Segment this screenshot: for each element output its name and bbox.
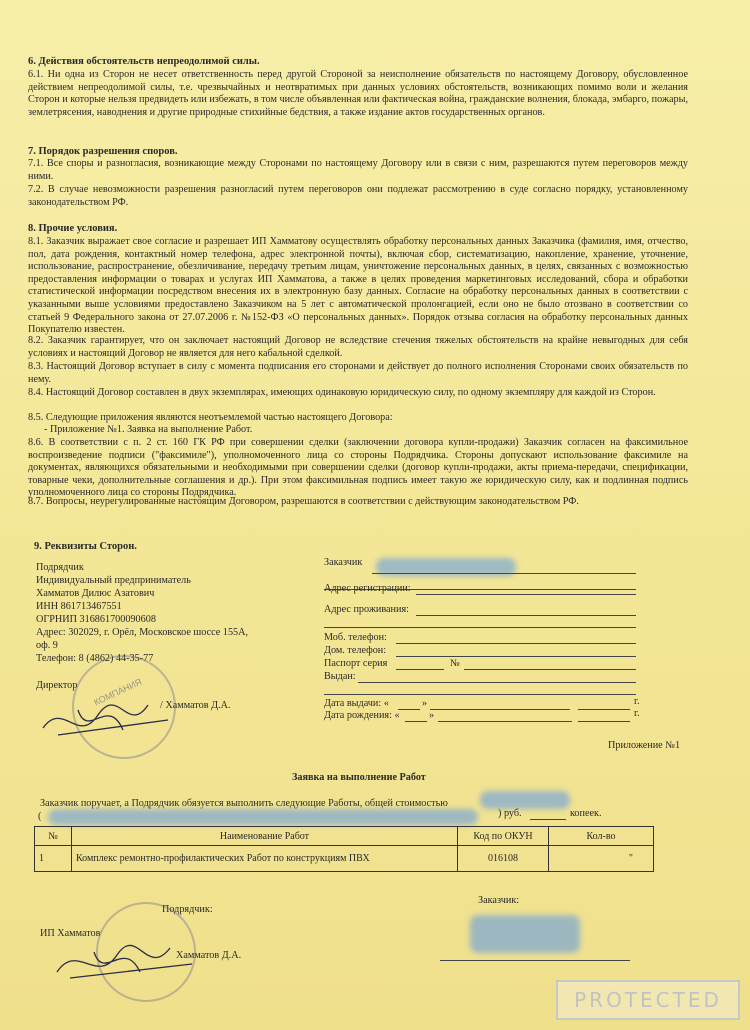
contractor-ogrnip: ОГРНИП 316861700090608 — [36, 614, 156, 625]
field-line — [396, 656, 636, 657]
section-8-1: 8.1. Заказчик выражает свое согласие и разрешает ИП Хамматову осуществлять обработку персональных данных Заказчика (фамилия, имя, отчество, пол, дата рождения, контактный номер телефона, адрес электронной почты), включая сбор, систематизацию, накопление, хранение, уточнение, использование, распространение, обезличивание, передачу третьим лицам, уничтожение персональных данных, в целях, связанных с возможностью предоставления информации о товарах и услугах ИП Хамматова, а также в целях проведения маркетинговых исследований, сбора и обработки статистической информации посредством внесения их в электронную базу данных. Согласие на обработку персональных данных в соответствии с указанными выше условиями предоставлено Заказчиком на 5 лет с автоматической пролонгацией, если оно не было отозвано в соответствии со статьей 9 Федерального закона от 27.07.2006 г. №152-ФЗ «О персональных данных». Порядок отзыва согласия на обработку персональных данных Покупателю известен. — [28, 236, 688, 336]
table-header-row — [35, 827, 654, 846]
section-9-title: 9. Реквизиты Сторон. — [34, 541, 137, 552]
contractor-name: Хамматов Дилюс Азатович — [36, 588, 155, 599]
contractor-address-line-1: Адрес: 302029, г. Орёл, Московское шоссе 155А, — [36, 627, 249, 638]
customer-birth-date-label: Дата рождения: « — [324, 710, 400, 721]
section-8-4: 8.4. Настоящий Договор составлен в двух экземплярах, имеющих одинаковую юридическую силу, по одному экземпляру для каждой из Сторон. — [28, 387, 656, 398]
contractor-role: Подрядчик — [36, 562, 84, 573]
issue-date-year-suffix: г. — [634, 696, 640, 707]
section-8-5-appendix: - Приложение №1. Заявка на выполнение Работ. — [44, 424, 253, 435]
redacted-amount-words — [48, 809, 478, 825]
appendix-title: Заявка на выполнение Работ — [292, 772, 426, 783]
appendix-signature — [52, 930, 202, 990]
section-8-7: 8.7. Вопросы, неурегулированные настоящим Договором, разрешаются в соответствии с действующим законодательством РФ. — [28, 496, 579, 507]
contractor-signature-name: / Хамматов Д.А. — [160, 700, 231, 711]
customer-home-label: Дом. телефон: — [324, 645, 387, 656]
table-header: № — [35, 827, 72, 846]
section-8-title: 8. Прочие условия. — [28, 223, 118, 234]
appendix-open-paren: ( — [38, 811, 42, 822]
contractor-inn: ИНН 861713467551 — [36, 601, 122, 612]
section-6-title: 6. Действия обстоятельств непреодолимой силы. — [28, 56, 260, 67]
contractor-phone: Телефон: 8 (4862) 44-35-77 — [36, 653, 154, 664]
appendix-kop: копеек. — [570, 808, 602, 819]
redacted-customer-signature — [470, 915, 580, 953]
field-line — [396, 643, 636, 644]
appendix-customer-label: Заказчик: — [478, 895, 520, 906]
contractor-address-line-2: оф. 9 — [36, 640, 58, 651]
contractor-signature — [38, 690, 178, 750]
field-line — [372, 573, 636, 574]
redacted-amount — [480, 791, 570, 809]
table-cell: 016108 — [458, 846, 549, 872]
section-8-2: 8.2. Заказчик гарантирует, что он заключает настоящий Договор не вследствие стечения тяжелых обстоятельств на крайне невыгодных для себя условиях и настоящий Договор не является для него кабальной сделкой. — [28, 335, 688, 359]
field-line — [578, 721, 630, 722]
customer-passport-number-label: № — [450, 658, 460, 669]
table-row — [35, 846, 654, 872]
customer-passport-label: Паспорт серия — [324, 658, 388, 669]
customer-label: Заказчик — [324, 557, 363, 568]
field-line — [358, 682, 636, 683]
field-line — [464, 669, 636, 670]
stamp-text: КОМПАНИЯ — [92, 676, 144, 708]
appendix-intro: Заказчик поручает, а Подрядчик обязуется выполнить следующие Работы, общей стоимостью — [40, 798, 448, 809]
field-line — [430, 709, 570, 710]
section-7-title: 7. Порядок разрешения споров. — [28, 146, 178, 157]
table-header: Код по ОКУН — [458, 827, 549, 846]
contractor-position: Директор — [36, 680, 78, 691]
section-7-2: 7.2. В случае невозможности разрешения разногласий путем переговоров они подлежат рассмотрению в суде согласно порядку, установленному законодательством РФ. — [28, 184, 688, 208]
contractor-type: Индивидуальный предприниматель — [36, 575, 191, 586]
field-line — [416, 594, 636, 595]
field-line — [324, 627, 636, 628]
field-line — [578, 709, 630, 710]
field-line — [324, 694, 636, 695]
customer-reg-label: Адрес регистрации: — [324, 583, 411, 594]
appendix-contractor-label: Подрядчик: — [162, 904, 213, 915]
field-line — [530, 819, 566, 820]
protected-watermark: PROTECTED — [556, 980, 740, 1020]
section-6-1: 6.1. Ни одна из Сторон не несет ответственность перед другой Стороной за неисполнение обязательств по настоящему Договору, обусловленное действием непреодолимой силы, т.е. чрезвычайных и неотвратимых при данных условиях обстоятельств, возникающих помимо воли и желания Сторон и которые нельзя предвидеть или избежать, в том числе объявленная или фактическая война, гражданские волнения, блокада, эмбарго, пожары, землетрясения, наводнения и другие природные стихийные бедствия, а также издание актов государственных органов. — [28, 69, 688, 118]
appendix-ip: ИП Хамматов — [40, 928, 101, 939]
appendix-sign-name: Хамматов Д.А. — [176, 950, 242, 961]
table-cell: Комплекс ремонтно-профилактических Работ по конструкциям ПВХ — [72, 846, 458, 872]
section-8-3: 8.3. Настоящий Договор вступает в силу с момента подписания его сторонами и действует до полного исполнения Сторонами своих обязательств по нему. — [28, 361, 688, 385]
customer-mobile-label: Моб. телефон: — [324, 632, 387, 643]
field-line — [405, 721, 427, 722]
field-line — [398, 709, 420, 710]
customer-live-label: Адрес проживания: — [324, 604, 409, 615]
field-line — [440, 960, 630, 961]
field-line — [438, 721, 572, 722]
customer-issued-label: Выдан: — [324, 671, 356, 682]
customer-issue-date-label: Дата выдачи: « — [324, 698, 389, 709]
field-line — [396, 669, 444, 670]
appendix-label: Приложение №1 — [608, 740, 681, 751]
section-8-6: 8.6. В соответствии с п. 2 ст. 160 ГК РФ при совершении сделки (заключении договора купли-продажи) Заказчик согласен на факсимильное воспроизведение подписи ("факсимиле"), уполномоченного лица со стороны Подрядчика. Стороны допускают использование факсимиле на документах, являющихся обязательными и необходимыми при совершении сделки (договор купли-продажи, акты приема-передачи, спецификации, товарные чеки, дополнительные соглашения и др.). При этом факсимильная подпись имеет такую же юридическую силу, как и подлинная подпись уполномоченного лица со стороны Подрядчика. — [28, 437, 688, 499]
section-8-5: 8.5. Следующие приложения являются неотъемлемой частью настоящего Договора: — [28, 412, 393, 423]
table-cell: 1 — [35, 846, 72, 872]
field-line — [416, 615, 636, 616]
birth-date-year-suffix: г. — [634, 708, 640, 719]
appendix-rub: ) руб. — [498, 808, 522, 819]
table-cell: " — [549, 846, 654, 872]
birth-date-quote: » — [429, 710, 435, 721]
section-7-1: 7.1. Все споры и разногласия, возникающие между Сторонами по настоящему Договору или в связи с ним, разрешаются путем переговоров между ними. — [28, 158, 688, 182]
issue-date-quote: » — [422, 698, 428, 709]
table-header: Кол-во — [549, 827, 654, 846]
table-header: Наименование Работ — [72, 827, 458, 846]
works-table — [34, 826, 654, 872]
